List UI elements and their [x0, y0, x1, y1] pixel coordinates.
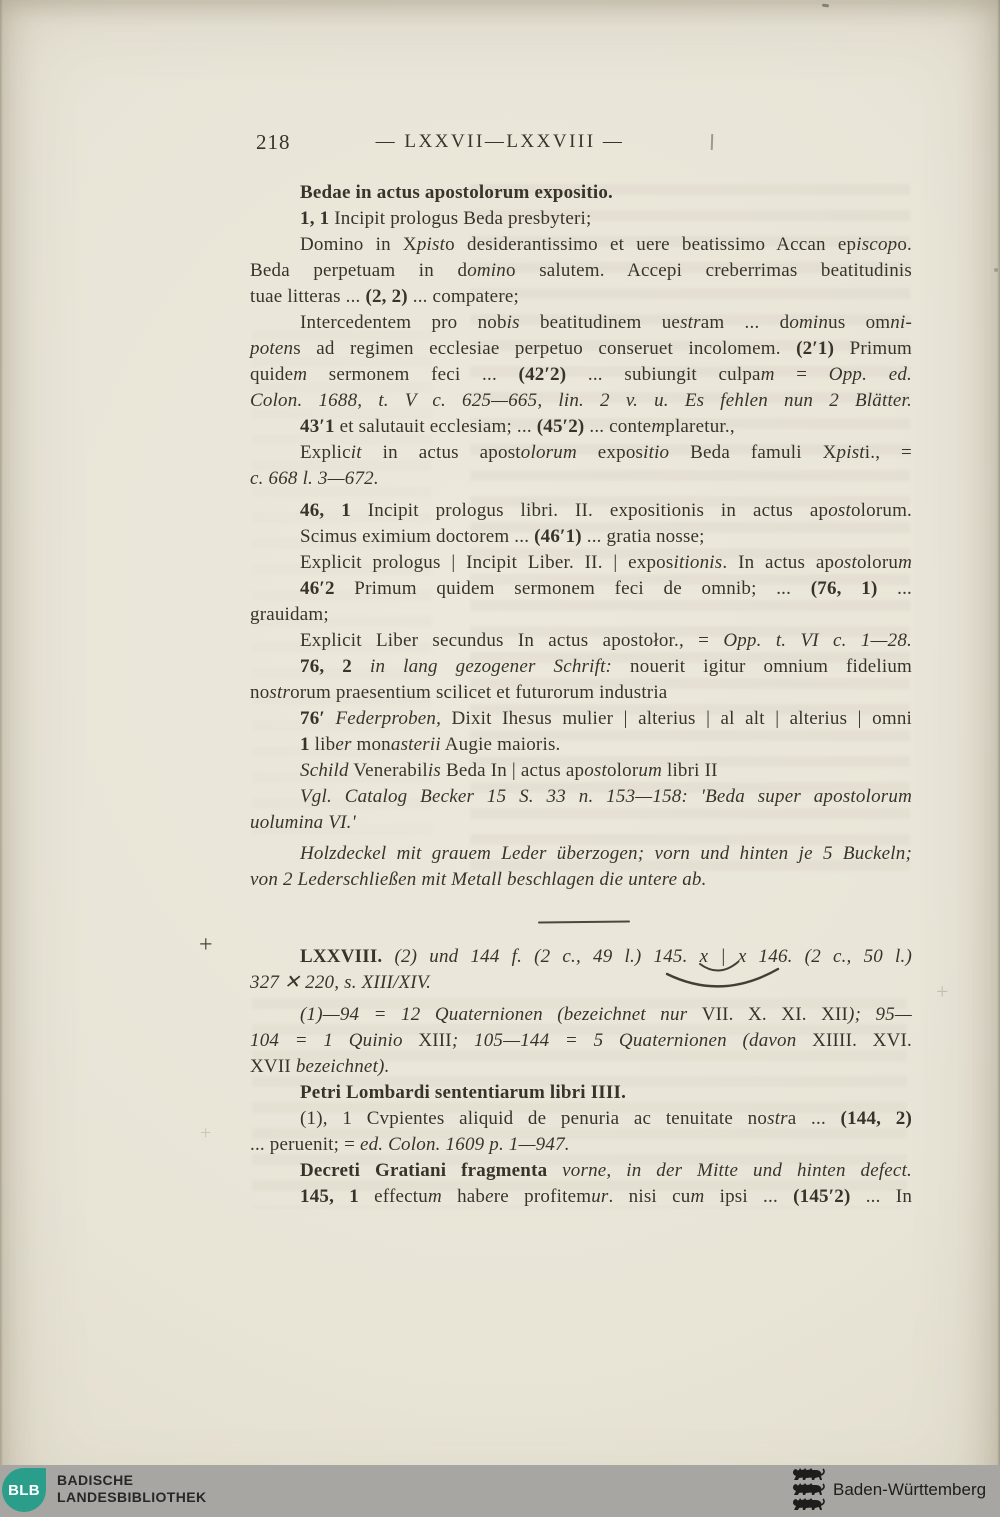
text-line: tuae litteras ... (2, 2) ... compatere; — [250, 286, 519, 307]
text-line: Petri Lombardi sententiarum libri IIII. — [300, 1082, 627, 1103]
text-line: (1), 1 Cvpientes aliquid de penuria ac tenuitate nostra ... (144, 2) — [300, 1108, 912, 1129]
running-header: — LXXVII—LXXVIII — — [375, 131, 625, 152]
text-line: Colon. 1688, t. V c. 625—665, lin. 2 v. u. Es fehlen nun 2 Blätter. — [250, 390, 912, 411]
text-line: grauidam; — [250, 604, 329, 625]
text-line: 43′1 et salutauit ecclesiam; ... (45′2) ... contemplaretur., — [300, 416, 735, 437]
bw-coat-of-arms — [791, 1467, 825, 1515]
text-line: 1 liber monasterii Augie maioris. — [300, 734, 561, 755]
text-line: von 2 Lederschließen mit Metall beschlagen die untere ab. — [250, 869, 707, 890]
region-name[interactable]: Baden-Württemberg — [833, 1480, 987, 1499]
text-line: 1, 1 Incipit prologus Beda presbyteri; — [300, 208, 592, 229]
text-line: Explicit Liber secundus In actus apostołor., = Opp. t. VI c. 1—28. — [300, 630, 912, 651]
text-line: uolumina VI.' — [250, 812, 356, 833]
page-text-1 — [250, 180, 912, 893]
text-line: 46′2 Primum quidem sermonem feci de omnib; ... (76, 1) ... — [300, 578, 912, 599]
text-line: Beda perpetuam in domino salutem. Accepi creberrimas beatitudinis — [250, 260, 912, 281]
text-line: XVII bezeichnet). — [250, 1056, 390, 1077]
text-line: 327 ✕ 220, s. XIII/XIV. — [250, 972, 432, 993]
blb-logo[interactable] — [2, 1468, 46, 1512]
page-number: 218 — [256, 130, 291, 154]
text-line: (1)—94 = 12 Quaternionen (bezeichnet nur VII. X. XI. XII); 95— — [300, 1004, 912, 1025]
text-line: Schild Venerabilis Beda In | actus apostolorum libri II — [300, 760, 718, 781]
text-line: potens ad regimen ecclesiae perpetuo conseruet incolomem. (2′1) Primum — [250, 338, 912, 359]
text-line: Explicit in actus apostolorum expositio Beda famuli Xpisti., = — [300, 442, 912, 463]
text-line: Bedae in actus apostolorum expositio. — [300, 182, 613, 203]
text-line: Explicit prologus | Incipit Liber. II. | expositionis. In actus apostolorum — [300, 552, 912, 573]
text-line: Decreti Gratiani fragmenta vorne, in der Mitte und hinten defect. — [300, 1160, 912, 1181]
page-text-2 — [250, 944, 912, 1210]
library-name-line2: LANDESBIBLIOTHEK — [57, 1489, 207, 1505]
bw-lion-icon — [791, 1497, 825, 1511]
library-name-line1: BADISCHE — [57, 1472, 134, 1488]
text-line: nostrorum praesentium scilicet et futurorum industria — [250, 682, 668, 703]
text-line: 76, 2 in lang gezogener Schrift: nouerit igitur omnium fidelium — [300, 656, 913, 677]
text-line: Holzdeckel mit grauem Leder überzogen; vorn und hinten je 5 Buckeln; — [300, 843, 912, 864]
text-line: Domino in Xpisto desiderantissimo et uere beatissimo Accan episcopo. — [300, 234, 912, 255]
text-line: Intercedentem pro nobis beatitudinem uestram ... dominus omni- — [300, 312, 913, 333]
text-line: 145, 1 effectum habere profitemur. nisi cum ipsi ... (145′2) ... In — [300, 1186, 913, 1207]
text-line: Vgl. Catalog Becker 15 S. 33 n. 153—158: 'Beda super apostolorum — [300, 786, 912, 807]
text-line: 76′ Federproben, Dixit Ihesus mulier | alterius | al alt | alterius | omni — [300, 708, 913, 729]
margin-plus-mark: + — [936, 979, 949, 1004]
ink-speck — [822, 4, 829, 8]
ink-speck — [994, 268, 998, 272]
blb-logo-text: BLB — [8, 1482, 40, 1499]
page-edge-left — [0, 0, 3, 1465]
text-line: 104 = 1 Quinio XIII; 105—144 = 5 Quaternionen (davon XIIII. XVI. — [250, 1030, 912, 1051]
text-line: 46, 1 Incipit prologus libri. II. expositionis in actus apostolorum. — [300, 500, 913, 521]
margin-plus-mark: + — [199, 932, 213, 958]
margin-plus-mark: + — [200, 1122, 212, 1144]
text-line: ... peruenit; = ed. Colon. 1609 p. 1—947. — [250, 1134, 570, 1155]
bw-lion-icon — [791, 1467, 825, 1481]
text-line: LXXVIII. (2) und 144 f. (2 c., 49 l.) 145. x | x 146. (2 c., 50 l.) — [300, 946, 912, 967]
text-line: quidem sermonem feci ... (42′2) ... subiungit culpam = Opp. ed. — [250, 364, 912, 385]
section-divider — [538, 921, 630, 924]
library-footer-bar — [0, 1465, 1000, 1517]
text-line: c. 668 l. 3—672. — [250, 468, 379, 489]
text-line: Scimus eximium doctorem ... (46′1) ... gratia nosse; — [300, 526, 705, 547]
bw-lion-icon — [791, 1482, 825, 1496]
library-name — [57, 1472, 207, 1506]
